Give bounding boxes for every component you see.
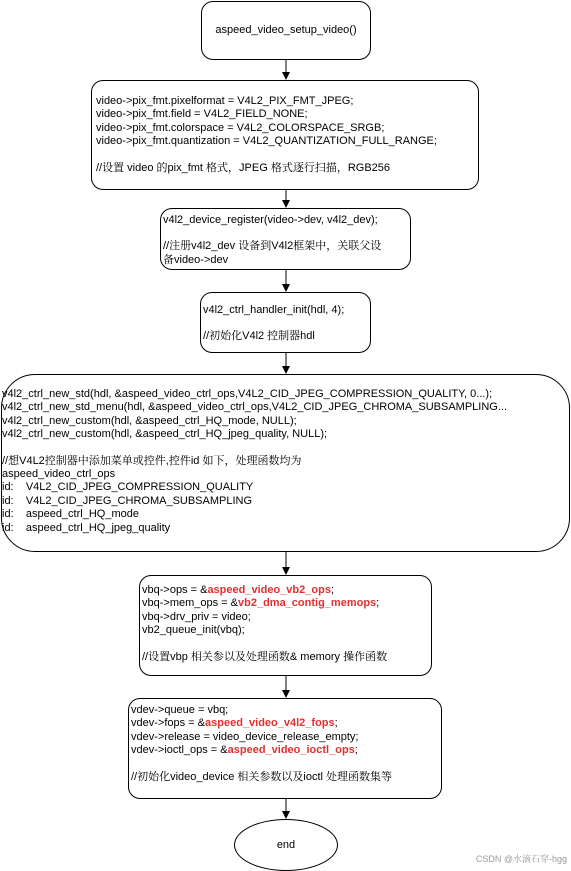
ctrl-comment-3: id: V4L2_CID_JPEG_CHROMA_SUBSAMPLING <box>2 494 253 507</box>
handler-init-code: v4l2_ctrl_handler_init(hdl, 4); <box>203 304 345 316</box>
handler-init-box <box>200 292 371 353</box>
ctrl-comment-0: //想V4L2控制器中添加菜单或控件,控件id 如下，处理函数均为 <box>2 454 302 467</box>
start-node-label: aspeed_video_setup_video() <box>215 23 357 36</box>
pix-fmt-box <box>91 80 479 190</box>
handler-init-comment: //初始化V4l2 控制器hdl <box>203 330 315 343</box>
vdev-box <box>128 698 442 799</box>
vbq-box <box>139 575 432 676</box>
vbq-queue-init-line: vb2_queue_init(vbq); <box>142 624 245 637</box>
register-box <box>160 208 411 270</box>
pix-fmt-line-quantization: video->pix_fmt.quantization = V4L2_QUANTIZATION_FULL_RANGE; <box>96 135 437 148</box>
register-comment-line2: 备video->dev <box>163 253 229 266</box>
ctrl-line-hq-mode: v4l2_ctrl_new_custom(hdl, &aspeed_ctrl_HQ_mode, NULL); <box>2 414 297 427</box>
vbq-mem-ops-line: vbq->mem_ops = &vb2_dma_contig_memops; <box>142 597 380 610</box>
pix-fmt-line-field: video->pix_fmt.field = V4L2_FIELD_NONE; <box>96 108 308 121</box>
vbq-ops-line: vbq->ops = &aspeed_video_vb2_ops; <box>142 584 335 596</box>
ctrl-line-hq-jpeg-quality: v4l2_ctrl_new_custom(hdl, &aspeed_ctrl_HQ_jpeg_quality, NULL); <box>2 428 328 441</box>
ctrl-comment-1: aspeed_video_ctrl_ops <box>2 468 116 481</box>
vdev-release-line: vdev->release = video_device_release_empty; <box>131 730 359 743</box>
end-node <box>234 819 338 871</box>
end-node-label: end <box>276 839 296 851</box>
vdev-comment: //初始化video_device 相关参数以及ioctl 处理函数集等 <box>131 770 392 783</box>
ctrl-line-chroma-subsampling: v4l2_ctrl_new_std_menu(hdl, &aspeed_video_ctrl_ops,V4L2_CID_JPEG_CHROMA_SUBSAMPLING... <box>2 401 508 414</box>
start-node <box>201 1 371 60</box>
vdev-fops-line: vdev->fops = &aspeed_video_v4l2_fops; <box>131 717 338 730</box>
ctrl-comment-2: id: V4L2_CID_JPEG_COMPRESSION_QUALITY <box>2 481 254 494</box>
csdn-watermark: CSDN @水滴石穿-hgg <box>475 854 567 864</box>
vbq-comment: //设置vbp 相关参以及处理函数& memory 操作函数 <box>142 650 388 663</box>
pix-fmt-line-pixelformat: video->pix_fmt.pixelformat = V4L2_PIX_FMT_JPEG; <box>96 95 354 107</box>
pix-fmt-line-colorspace: video->pix_fmt.colorspace = V4L2_COLORSPACE_SRGB; <box>96 121 385 134</box>
ctrl-box <box>1 374 570 552</box>
pix-fmt-comment: //设置 video 的pix_fmt 格式，JPEG 格式逐行扫描，RGB256 <box>96 161 391 174</box>
vbq-mem-ops-value: vb2_dma_contig_memops <box>238 597 377 610</box>
ctrl-line-compression-quality: v4l2_ctrl_new_std(hdl, &aspeed_video_ctrl_ops,V4L2_CID_JPEG_COMPRESSION_QUALITY, 0...); <box>2 388 493 400</box>
vbq-ops-value: aspeed_video_vb2_ops <box>207 584 331 596</box>
ctrl-comment-4: id: aspeed_ctrl_HQ_mode <box>2 508 139 521</box>
ctrl-comment-5: id: aspeed_ctrl_HQ_jpeg_quality <box>2 521 171 534</box>
register-code: v4l2_device_register(video->dev, v4l2_dev); <box>163 214 378 226</box>
vdev-fops-value: aspeed_video_v4l2_fops <box>205 717 335 730</box>
vdev-ioctl-line: vdev->ioctl_ops = &aspeed_video_ioctl_ops; <box>131 744 358 757</box>
vdev-queue-line: vdev->queue = vbq; <box>131 704 229 716</box>
register-comment-line1: //注册v4l2_dev 设备到V4l2框架中，关联父设 <box>163 240 382 253</box>
vbq-drv-priv-line: vbq->drv_priv = video; <box>142 610 251 623</box>
vdev-ioctl-value: aspeed_video_ioctl_ops <box>227 744 355 757</box>
